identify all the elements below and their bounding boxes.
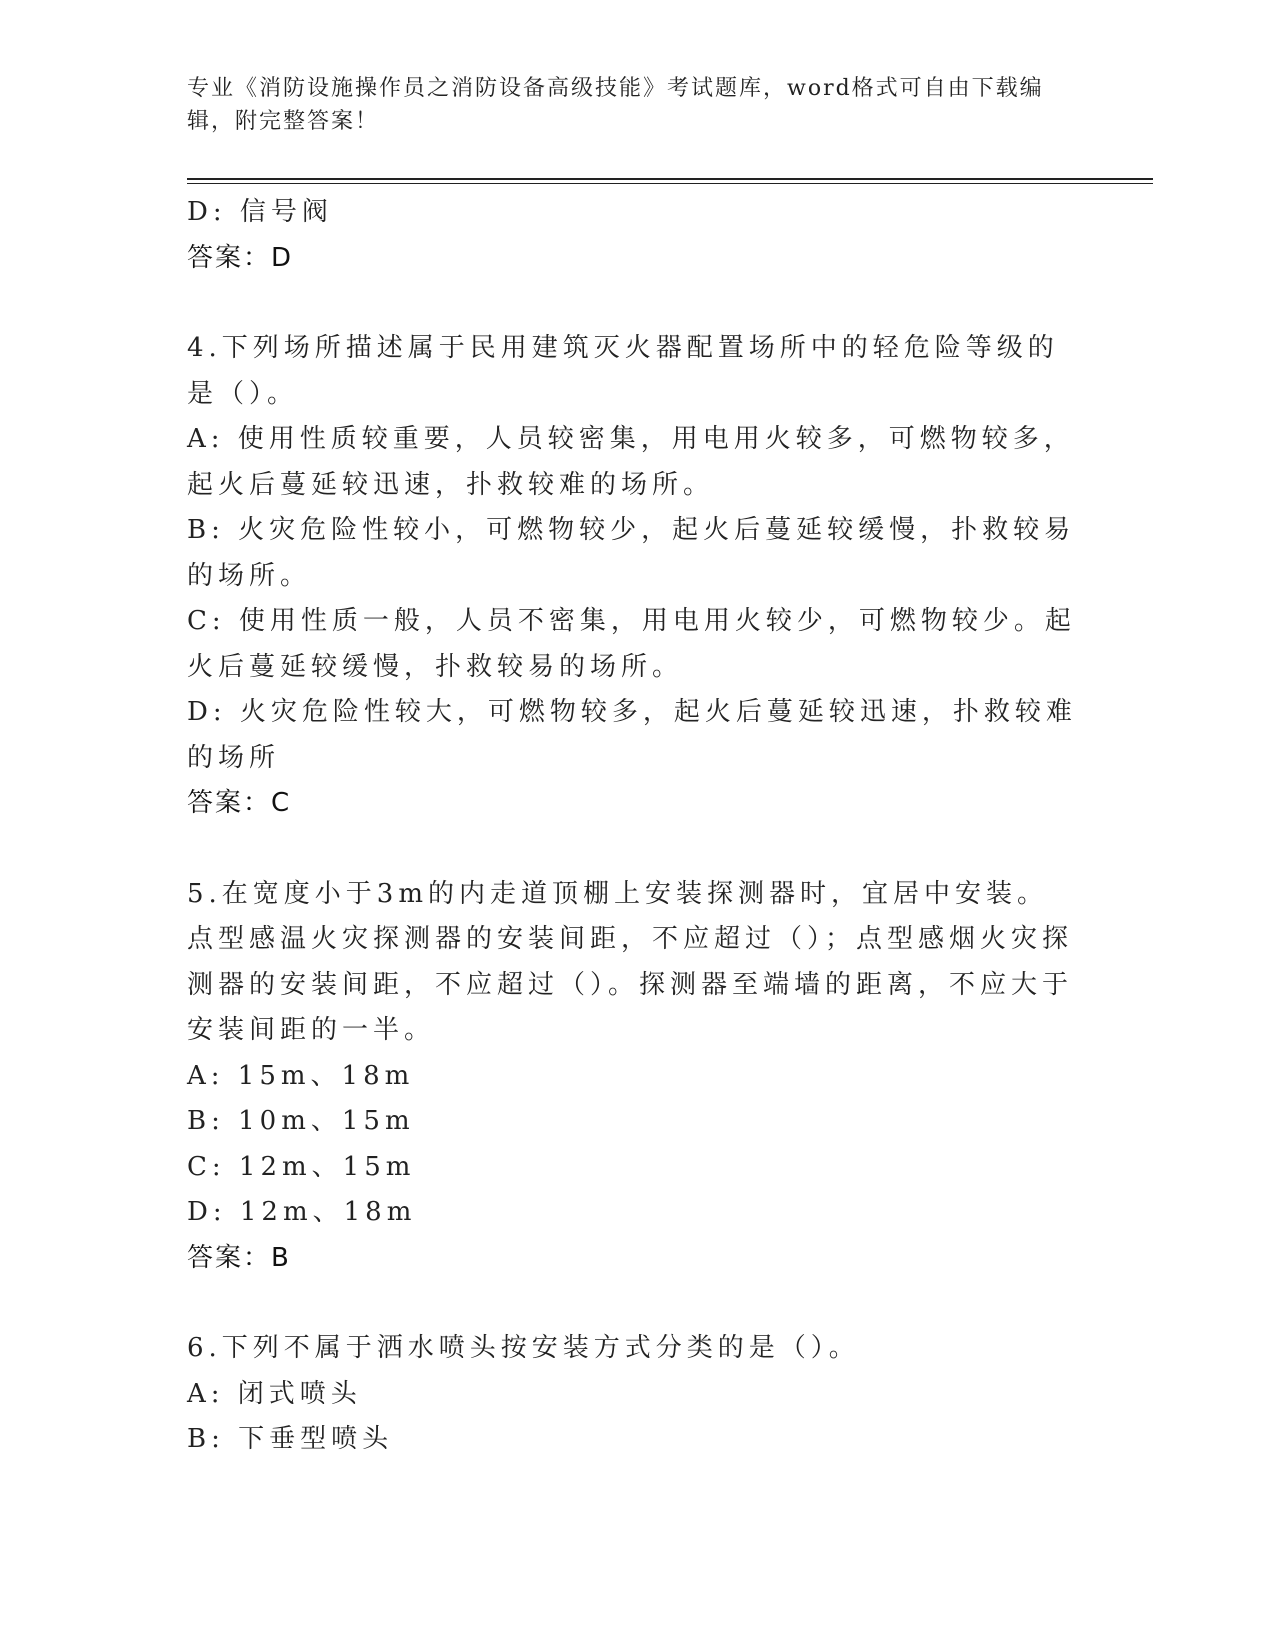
question-stem: 4.下列场所描述属于民用建筑灭火器配置场所中的轻危险等级的是（）。 [187, 333, 1059, 409]
option-b: B: 火灾危险性较小，可燃物较少，起火后蔓延较缓慢，扑救较易的场所。 [187, 515, 1076, 591]
option-d: D: 信号阀 [187, 197, 333, 227]
header-divider-thick [187, 178, 1153, 180]
answer-line: 答案：C [187, 788, 292, 818]
option-d: D: 火灾危险性较大，可燃物较多，起火后蔓延较迅速，扑救较难的场所 [187, 697, 1077, 773]
option-d: D: 12m、18m [187, 1197, 417, 1227]
option-a: A: 使用性质较重要，人员较密集，用电用火较多，可燃物较多，起火后蔓延较迅速，扑救较难的场所。 [187, 424, 1075, 500]
document-header-title: 专业《消防设施操作员之消防设备高级技能》考试题库，word格式可自由下载编辑，附完整答案！ [187, 76, 1044, 134]
spacer [187, 281, 1077, 326]
carryover-question-tail [187, 190, 1077, 281]
answer-line: 答案：B [187, 1242, 291, 1273]
question-4 [187, 326, 1077, 827]
option-b: B: 下垂型喷头 [187, 1424, 394, 1454]
option-c: C: 12m、15m [187, 1151, 416, 1182]
answer-line: 答案：D [187, 242, 294, 273]
spacer [187, 1281, 1077, 1326]
header-divider-thin [187, 183, 1153, 184]
question-stem: 6.下列不属于洒水喷头按安装方式分类的是（）。 [187, 1333, 860, 1363]
option-a: A: 闭式喷头 [187, 1378, 362, 1409]
question-stem: 5.在宽度小于3m的内走道顶棚上安装探测器时，宜居中安装。点型感温火灾探测器的安装间距，不应超过（）；点型感烟火灾探测器的安装间距，不应超过（）。探测器至端墙的距离，不应大于安装间距的一半。 [187, 878, 1074, 1045]
option-c: C: 使用性质一般，人员不密集，用电用火较少，可燃物较少。起火后蔓延较缓慢，扑救较易的场所。 [187, 606, 1076, 682]
spacer [187, 827, 1077, 872]
option-b: B: 10m、15m [187, 1106, 415, 1136]
document-body [187, 190, 1077, 1463]
option-a: A: 15m、18m [187, 1060, 415, 1091]
question-6 [187, 1326, 1077, 1463]
question-5 [187, 872, 1077, 1282]
